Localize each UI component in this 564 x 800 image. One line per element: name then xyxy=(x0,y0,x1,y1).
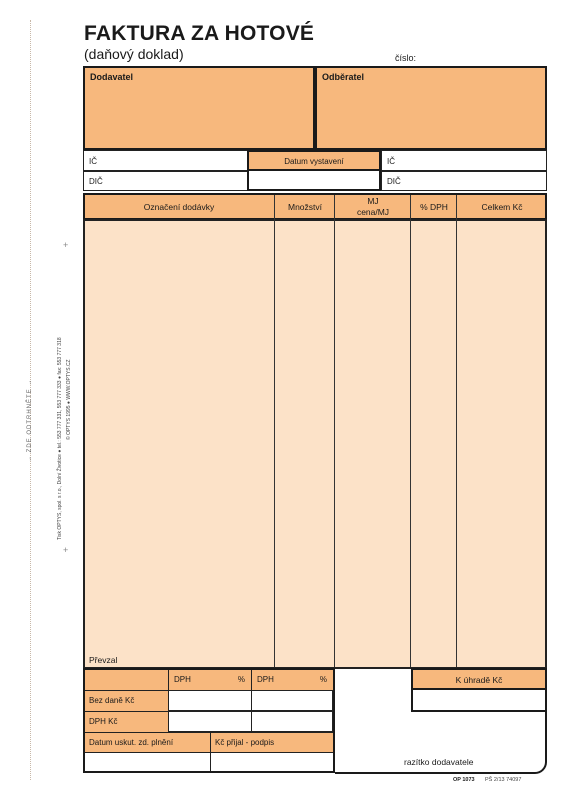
supplier-ic-label: IČ xyxy=(89,157,97,166)
printer-info-web: © OPTYS 1995 ● WWW.OPTYS.CZ xyxy=(66,359,72,440)
column-divider xyxy=(410,195,411,667)
received-label: Kč přijal - podpis xyxy=(215,738,275,747)
supply-date-label: Datum uskut. zd. plnění xyxy=(89,738,174,747)
net-amount-field-1[interactable] xyxy=(168,690,252,711)
invoice-number-field[interactable] xyxy=(420,62,546,63)
net-amount-header xyxy=(85,690,168,711)
amount-due-field[interactable] xyxy=(411,688,547,712)
col-header-unit-price: MJ cena/MJ xyxy=(356,195,390,217)
issue-date-field[interactable] xyxy=(247,169,381,191)
vat-label-2: DPH xyxy=(257,675,274,684)
vat-rate-1-header xyxy=(168,670,251,690)
vat-summary-corner xyxy=(85,670,168,690)
crop-mark-icon: + xyxy=(63,240,69,250)
customer-dic-label: DIČ xyxy=(387,177,401,186)
col-header-vat-rate: % DPH xyxy=(420,201,448,212)
column-divider xyxy=(456,195,457,667)
invoice-subtitle: (daňový doklad) xyxy=(84,46,184,62)
vat-amount-field-1[interactable] xyxy=(168,711,252,732)
net-amount-label: Bez daně Kč xyxy=(89,696,135,705)
customer-ic-field[interactable] xyxy=(381,150,547,171)
invoice-title: FAKTURA ZA HOTOVÉ xyxy=(84,22,315,45)
supplier-box[interactable] xyxy=(83,66,315,150)
carry-over-label: Převzal xyxy=(89,655,118,665)
supplier-ic-field[interactable] xyxy=(83,150,248,171)
form-code: OP 1073 xyxy=(453,777,475,783)
stamp-label: razítko dodavatele xyxy=(404,757,474,767)
vat-label-1: DPH xyxy=(174,675,191,684)
customer-dic-field[interactable] xyxy=(381,171,547,191)
issue-date-header xyxy=(247,150,381,171)
vat-rate-2-header xyxy=(251,670,333,690)
col-header-quantity: Množství xyxy=(287,201,322,212)
items-table-body[interactable] xyxy=(83,219,547,669)
invoice-number-label: číslo: xyxy=(395,53,417,63)
vat-amount-label: DPH Kč xyxy=(89,717,118,726)
vat-percent-1: % xyxy=(237,675,245,684)
supply-date-header xyxy=(85,732,210,752)
supplier-label: Dodavatel xyxy=(90,72,134,82)
col-header-description: Označení dodávky xyxy=(143,201,215,212)
crop-mark-icon: + xyxy=(63,545,69,555)
customer-box[interactable] xyxy=(315,66,547,150)
customer-ic-label: IČ xyxy=(387,157,395,166)
vat-percent-2: % xyxy=(319,675,327,684)
amount-due-label: K úhradě Kč xyxy=(455,675,503,685)
form-code-suffix: PŠ 2/13 74097 xyxy=(485,777,522,783)
amount-due-header xyxy=(411,668,547,690)
received-signature-field[interactable] xyxy=(210,752,333,771)
net-amount-field-2[interactable] xyxy=(251,690,333,711)
tear-off-label: → ZDE ODTRHNĚTE → xyxy=(27,378,33,462)
vat-amount-header xyxy=(85,711,168,732)
customer-label: Odběratel xyxy=(322,72,365,82)
received-header xyxy=(210,732,333,752)
supplier-dic-label: DIČ xyxy=(89,177,103,186)
col-header-total: Celkem Kč xyxy=(481,201,523,212)
issue-date-label: Datum vystavení xyxy=(284,157,344,166)
supplier-dic-field[interactable] xyxy=(83,171,248,191)
vat-amount-field-2[interactable] xyxy=(251,711,333,732)
printer-info-line: Tisk OPTYS, spol. s r.o., Dolní Životice ● tel.: 553 777 331, 553 777 333 ● fax: 553 777 318 xyxy=(57,337,63,540)
column-divider xyxy=(334,195,335,667)
column-divider xyxy=(274,195,275,667)
supply-date-field[interactable] xyxy=(85,752,211,771)
